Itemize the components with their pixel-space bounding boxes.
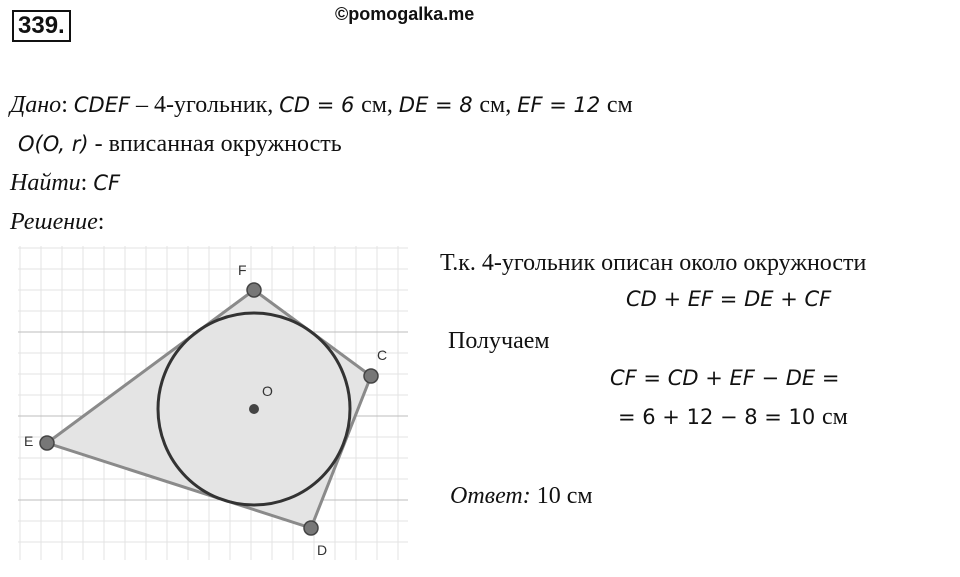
circle-notation: O(O, r) bbox=[18, 132, 89, 156]
given-line-1: Дано: CDEF – 4-угольник, CD = 6 см, DE = 8 см, EF = 12 см bbox=[10, 92, 633, 118]
answer-line bbox=[450, 481, 593, 511]
geometry-figure bbox=[0, 0, 430, 577]
problem-number: 339. bbox=[12, 10, 71, 42]
given-quad-desc: – 4-угольник, bbox=[130, 92, 280, 118]
point-c bbox=[364, 369, 378, 383]
given-cd: CD = 6 bbox=[279, 93, 362, 117]
unit-1: см bbox=[361, 92, 387, 118]
point-o bbox=[249, 404, 259, 414]
find-line: Найти: CF bbox=[10, 170, 121, 196]
unit-2: см bbox=[479, 92, 506, 118]
formula-2: CF = CD + EF − DE = bbox=[610, 366, 840, 390]
given-quad: CDEF bbox=[73, 93, 131, 117]
formula-3-expr: = 6 + 12 − 8 = 10 bbox=[618, 405, 822, 429]
label-f: F bbox=[238, 262, 247, 278]
solution-heading: Решение: bbox=[10, 209, 105, 235]
find-label: Найти bbox=[10, 170, 81, 196]
unit-3: см bbox=[606, 92, 633, 118]
formula-3 bbox=[618, 402, 848, 432]
formula-1: CD + EF = DE + CF bbox=[626, 287, 832, 311]
find-value: CF bbox=[93, 171, 121, 195]
given-de: DE = 8 bbox=[398, 93, 480, 117]
watermark: ©pomogalka.me bbox=[335, 4, 475, 24]
label-o: O bbox=[262, 383, 273, 399]
point-e bbox=[40, 436, 54, 450]
answer-label: Ответ: bbox=[450, 483, 531, 509]
given-label: Дано bbox=[10, 92, 62, 118]
solution-label: Решение bbox=[10, 209, 98, 235]
point-d bbox=[304, 521, 318, 535]
formula-3-unit: см bbox=[821, 404, 848, 430]
solution-text-1: Т.к. 4-угольник описан около окружности bbox=[440, 250, 867, 276]
solution-text-2: Получаем bbox=[448, 328, 550, 354]
label-e: E bbox=[24, 433, 34, 449]
answer-value: 10 см bbox=[536, 483, 593, 509]
circle-desc: - вписанная окружность bbox=[88, 131, 342, 157]
given-ef: EF = 12 bbox=[517, 93, 607, 117]
label-d: D bbox=[317, 542, 328, 558]
label-c: C bbox=[377, 347, 388, 363]
point-f bbox=[247, 283, 261, 297]
